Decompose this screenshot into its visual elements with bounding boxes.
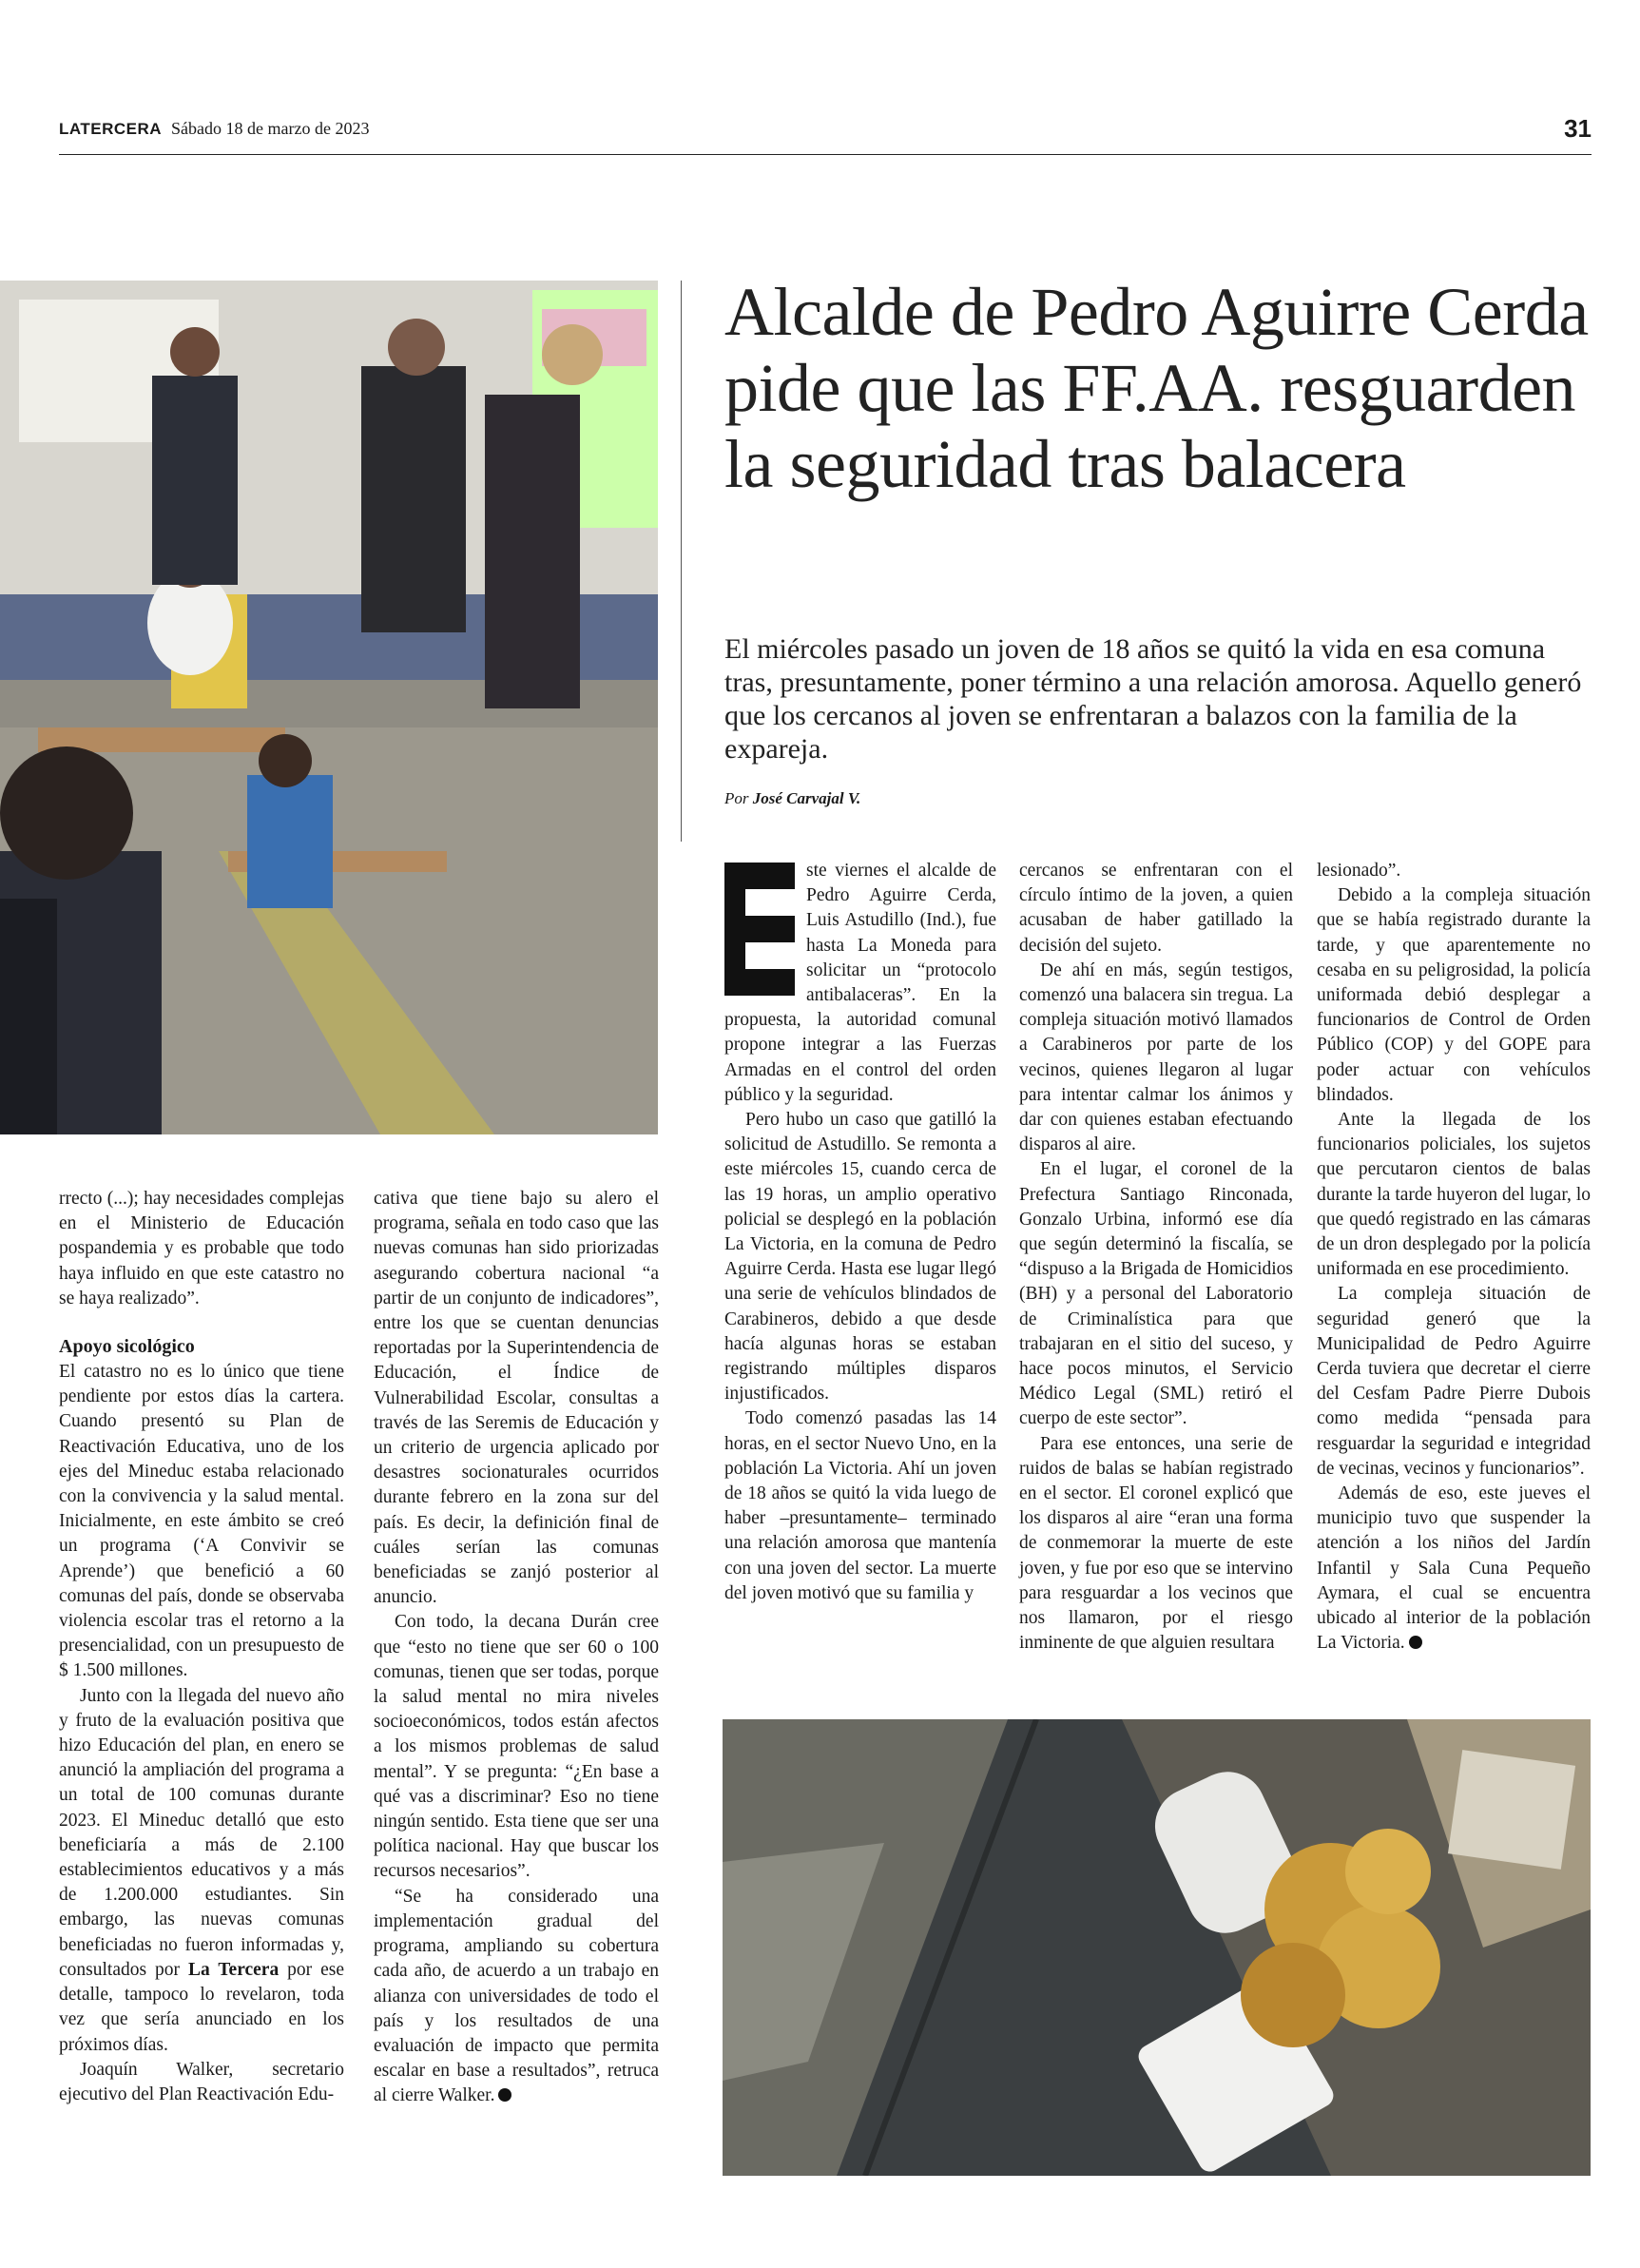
paragraph: La compleja situación de seguridad generó que la Municipalidad de Pedro Aguirre Cerda tuviera que decretar el cierre del Cesfam Padre Pierre Dubois como medida “pensada para resguardar la seguridad e integridad de vecinas, vecinos y funcionarios”. [1317,1284,1591,1479]
page-header [59,116,1592,155]
left-article-column-2 [374,1187,659,2109]
issue-date: Sábado 18 de marzo de 2023 [171,119,370,138]
paragraph [59,1684,344,2058]
paragraph-text: “Se ha considerado una implementación gradual del programa, ampliando su cobertura cada año, de acuerdo a un trabajo en alianza con universidades de todo el país y los resultados de una evaluación de impacto que permita escalar en base a resultados”, retruca al cierre Walker. [374,1886,659,2106]
byline-prefix: Por [724,789,749,807]
left-article-column-1 [59,1187,344,2107]
newspaper-name: La Tercera [187,1959,280,1980]
paragraph: rrecto (...); hay necesidades complejas en el Ministerio de Educación pospandemia y es probable que todo haya influido en que este catastro no se haya realizado”. [59,1189,344,1308]
end-mark-icon [1409,1636,1422,1649]
paragraph: ste viernes el alcalde de Pedro Aguirre Cerda, Luis Astudillo (Ind.), fue hasta La Moneda para solicitar un “protocolo antibalaceras”. En la propuesta, la autoridad comunal propone integrar a las Fuerzas Armadas en el control del orden público y la seguridad. [724,861,996,1105]
paragraph: Joaquín Walker, secretario ejecutivo del Plan Reactivación Edu- [59,2059,344,2104]
article-headline: Alcalde de Pedro Aguirre Cerda pide que las FF.AA. resguarden la seguridad tras balacera [724,274,1589,502]
paragraph: De ahí en más, según testigos, comenzó una balacera sin tregua. La compleja situación motivó llamados a Carabineros por parte de los vecinos, quienes llegaron al lugar para intentar calmar los ánimos y dar con quienes estaban efectuando disparos al aire. [1019,960,1293,1155]
classroom-photo [0,281,658,1134]
subheading: Apoyo sicológico [59,1336,195,1358]
paragraph: En el lugar, el coronel de la Prefectura Santiago Rinconada, Gonzalo Urbina, informó ese día que según determinó la fiscalía, se “dispuso a la Brigada de Homicidios (BH) y a personal del Laboratorio de Criminalística para que trabajaran en el sitio del suceso, y hace pocos minutos, el Servicio Médico Legal (SML) retiró el cuerpo de este sector”. [1019,1159,1293,1429]
paragraph: Con todo, la decana Durán cree que “esto no tiene que ser 60 o 100 comunas, tienen que ser todas, porque la salud mental no mira niveles socioeconómicos, todos están afectos a los mismos problemas de salud mental”. Y se pregunta: “¿En base a qué vas a discriminar? Eso no tiene ningún sentido. Esta tiene que ser una política nacional. Hay que buscar los recursos necesarios”. [374,1612,659,1882]
paragraph-text: Además de eso, este jueves el municipio tuvo que suspender la atención a los niños del Jardín Infantil y Sala Cuna Pequeño Aymara, el cual se encuentra ubicado al interior de la población La Victoria. [1317,1483,1591,1654]
paragraph: cativa que tiene bajo su alero el programa, señala en todo caso que las nuevas comunas han sido priorizadas asegurando cobertura nacional “a partir de un conjunto de indicadores”, entre los que se cuentan denuncias reportadas por la Superintendencia de Educación, el Índice de Vulnerabilidad Escolar, consultas a través de las Seremis de Educación y un criterio de urgencia aplicado por desastres socionaturales ocurridos durante febrero en la zona sur del país. Es decir, la definición final de cuáles serían las comunas beneficiadas se zanjó posterior al anuncio. [374,1189,659,1608]
paragraph: lesionado”. [1317,861,1401,881]
byline-author: José Carvajal V. [752,789,861,807]
newspaper-brand: LATERCERA [59,120,163,138]
article-column-2 [1019,859,1293,1657]
paragraph [1317,1482,1591,1656]
page-number: 31 [1564,114,1592,143]
paragraph: Ante la llegada de los funcionarios policiales, los sujetos que percutaron cientos de balas durante la tarde huyeron del lugar, lo que quedó registrado en las cámaras de un dron desplegado por la policía uniformada en ese procedimiento. [1317,1110,1591,1280]
paragraph-text: por ese detalle, tampoco lo revelaron, toda vez que sería anunciado en los próximos días. [59,1959,345,2055]
aerial-street-photo [723,1719,1591,2176]
paragraph: El catastro no es lo único que tiene pendiente por estos días la cartera. Cuando presentó su Plan de Reactivación Educativa, uno de los ejes del Mineduc estaba relacionado con la convivencia y la salud mental. Inicialmente, en este ámbito se creó un programa (‘A Convivir se Aprende’) que benefició a 60 comunas del país, donde se observaba violencia escolar tras el retorno a la presencialidad, con un presupuesto de $ 1.500 millones. [59,1362,344,1681]
article-column-3 [1317,859,1591,1657]
paragraph: Todo comenzó pasadas las 14 horas, en el sector Nuevo Uno, en la población La Victoria. Ahí un joven de 18 años se quitó la vida luego de haber –presuntamente– terminado una relación amorosa que mantenía con una joven del sector. La muerte del joven motivó que su familia y [724,1408,996,1603]
end-mark-icon [498,2088,511,2102]
byline [724,789,860,808]
paragraph: Para ese entonces, una serie de ruidos de balas se habían registrado en el sector. El coronel explicó que los disparos al aire “eran una forma de conmemorar la muerte de este joven, y fue por eso que se intervino para resguardar a los vecinos que nos llamaron, por el riesgo inminente de que alguien resultara [1019,1433,1293,1654]
paragraph: Debido a la compleja situación que se había registrado durante la tarde, y que aparentemente no cesaba en su peligrosidad, la policía uniformada debió desplegar a funcionarios de Control de Orden Público (COP) y del GOPE para poder actuar con vehículos blindados. [1317,885,1591,1105]
paragraph: Pero hubo un caso que gatilló la solicitud de Astudillo. Se remonta a este miércoles 15, cuando cerca de las 19 horas, un amplio operativo policial se desplegó en la población La Victoria, en la comuna de Pedro Aguirre Cerda. Hasta ese lugar llegó una serie de vehículos blindados de Carabineros, debido a que desde hacía algunas horas se estaban registrando múltiples disparos injustificados. [724,1110,996,1405]
article-lede: El miércoles pasado un joven de 18 años se quitó la vida en esa comuna tras, presuntamente, poner término a una relación amorosa. Aquello generó que los cercanos al joven se enfrentaran a balazos con la familia de la expareja. [724,633,1582,765]
column-rule [681,281,682,842]
article-column-1 [724,859,996,1606]
paragraph [374,1885,659,2109]
paragraph-text: Junto con la llegada del nuevo año y fruto de la evaluación positiva que hizo Educación del plan, en enero se anunció la ampliación del programa a un total de 100 comunas durante 2023. El Mineduc detalló que esto beneficiaría a más de 2.100 establecimientos educativos y a más de 1.200.000 estudiantes. Sin embargo, las nuevas comunas beneficiadas no fueron informadas y, consultados por [59,1685,344,1980]
paragraph: cercanos se enfrentaran con el círculo íntimo de la joven, a quien acusaban de haber gatillado la decisión del sujeto. [1019,861,1293,956]
drop-cap-e-icon [724,863,795,996]
